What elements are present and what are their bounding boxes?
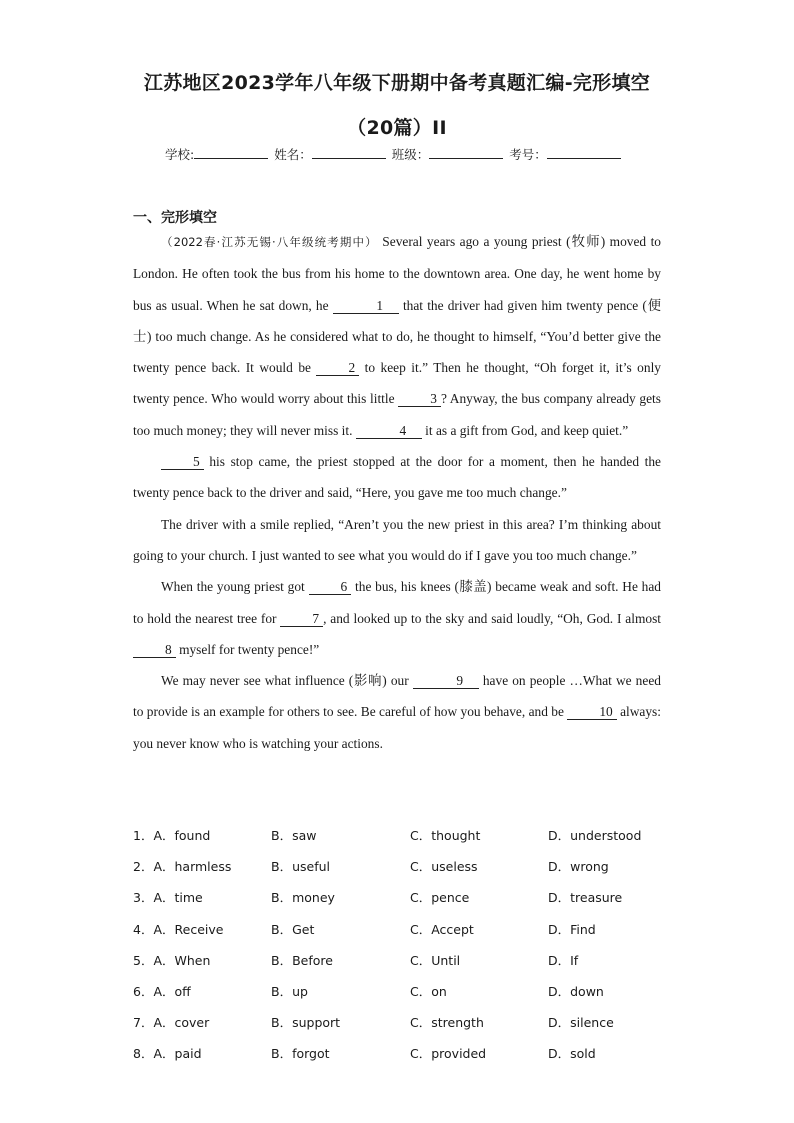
class-blank — [429, 146, 503, 159]
section-heading: 一、完形填空 — [133, 210, 217, 226]
blank-9: 9 — [413, 674, 479, 689]
blank-6: 6 — [309, 580, 352, 595]
blank-2: 2 — [316, 361, 359, 376]
blank-8: 8 — [133, 643, 176, 658]
passage-text: always: you never know who is watching your actions. — [133, 704, 661, 751]
option-d[interactable]: D．Find — [548, 921, 596, 937]
option-b[interactable]: B．saw — [271, 828, 317, 843]
document-subtitle: （20篇）II — [347, 117, 447, 139]
option-a[interactable]: 5．A．When — [133, 952, 211, 968]
option-d[interactable]: D．down — [548, 983, 604, 999]
question-2-options — [133, 854, 673, 885]
paragraph-1 — [133, 226, 661, 446]
blank-3: 3 — [398, 392, 441, 407]
question-7-options — [133, 1010, 673, 1041]
option-c[interactable]: C．thought — [410, 828, 481, 843]
paragraph-5 — [133, 665, 661, 759]
option-b[interactable]: B．Before — [271, 952, 333, 968]
option-c[interactable]: C．Accept — [410, 921, 474, 937]
option-b[interactable]: B．money — [271, 890, 335, 906]
student-info-row — [165, 145, 635, 163]
option-d[interactable]: D．If — [548, 952, 579, 968]
question-1-options — [133, 823, 673, 854]
school-blank — [194, 146, 268, 159]
passage-text: myself for twenty pence!” — [179, 641, 320, 657]
document-title: 江苏地区2023学年八年级下册期中备考真题汇编-完形填空 — [143, 72, 651, 94]
source-note: （2022春·江苏无锡·八年级统考期中） — [161, 235, 378, 249]
option-c[interactable]: C．useless — [410, 859, 478, 875]
option-a[interactable]: 4．A．Receive — [133, 921, 224, 937]
option-c[interactable]: C．pence — [410, 890, 470, 906]
paragraph-4 — [133, 571, 661, 665]
passage-text: to keep it.” Then he thought, “Oh forget it, it’s only twenty pence. Who would worry about this little — [133, 360, 661, 407]
cloze-passage — [133, 226, 661, 759]
name-label: 姓名： — [274, 147, 312, 162]
blank-5: 5 — [161, 455, 204, 470]
option-b[interactable]: B．useful — [271, 859, 330, 875]
passage-text: , and looked up to the sky and said loudly, “Oh, God. I almost — [323, 610, 662, 626]
option-a[interactable]: 3．A．time — [133, 890, 203, 906]
number-label: 考号： — [509, 147, 547, 162]
option-a[interactable]: 2．A．harmless — [133, 859, 232, 875]
option-b[interactable]: B．support — [271, 1015, 341, 1031]
option-a[interactable]: 7．A．cover — [133, 1015, 210, 1031]
passage-text: his stop came, the priest stopped at the door for a moment, then he handed the twenty pence back to the driver and said, “Here, you gave me too much change.” — [133, 454, 661, 501]
option-b[interactable]: B．up — [271, 983, 308, 999]
paragraph-3: The driver with a smile replied, “Aren’t you the new priest in this area? I’m thinking about going to your church. I just wanted to see what you would do if I gave you too much change.” — [133, 516, 661, 563]
passage-text: it as a gift from God, and keep quiet.” — [425, 422, 629, 438]
passage-text: Several years ago a young priest (牧师) moved to London. He often took the bus from his home to the downtown area. One day, he went home by bus as usual. When he sat down, he — [133, 234, 661, 313]
paragraph-2 — [133, 446, 661, 509]
question-6-options — [133, 979, 673, 1010]
option-d[interactable]: D．treasure — [548, 890, 623, 906]
passage-text: that the driver had given him twenty pence (便士) too much change. As he considered what to do, he thought to himself, “You’d better give the twenty pence back. It would be — [133, 297, 662, 376]
passage-text: the bus, his knees (膝盖) became weak and soft. He had to hold the nearest tree for — [133, 579, 661, 626]
blank-4: 4 — [356, 424, 422, 439]
question-8-options — [133, 1041, 673, 1072]
option-d[interactable]: D．sold — [548, 1046, 596, 1062]
blank-7: 7 — [280, 612, 323, 627]
option-b[interactable]: B．Get — [271, 921, 315, 937]
question-4-options — [133, 917, 673, 948]
passage-text: When the young priest got — [161, 579, 305, 595]
option-d[interactable]: D．understood — [548, 828, 642, 843]
option-c[interactable]: C．provided — [410, 1046, 487, 1062]
name-blank — [312, 146, 386, 159]
passage-text: have on people …What we need to provide is an example for others to see. Be careful of how you behave, and be — [133, 673, 661, 720]
option-d[interactable]: D．wrong — [548, 859, 609, 875]
question-5-options — [133, 948, 673, 979]
blank-10: 10 — [567, 705, 616, 720]
option-c[interactable]: C．Until — [410, 952, 461, 968]
option-d[interactable]: D．silence — [548, 1015, 614, 1031]
question-3-options — [133, 885, 673, 916]
option-a[interactable]: 1．A．found — [133, 828, 211, 843]
option-b[interactable]: B．forgot — [271, 1046, 330, 1062]
class-label: 班级： — [391, 147, 430, 162]
passage-text: We may never see what influence (影响) our — [161, 673, 409, 689]
option-a[interactable]: 8．A．paid — [133, 1046, 202, 1062]
option-c[interactable]: C．strength — [410, 1015, 484, 1031]
passage-text: ? Anyway, the bus company already gets too much money; they will never miss it. — [133, 391, 661, 438]
option-a[interactable]: 6．A．off — [133, 983, 191, 999]
blank-1: 1 — [333, 299, 399, 314]
school-label: 学校: — [165, 147, 195, 162]
option-c[interactable]: C．on — [410, 983, 447, 999]
answer-options — [133, 823, 673, 1073]
number-blank — [547, 146, 621, 159]
